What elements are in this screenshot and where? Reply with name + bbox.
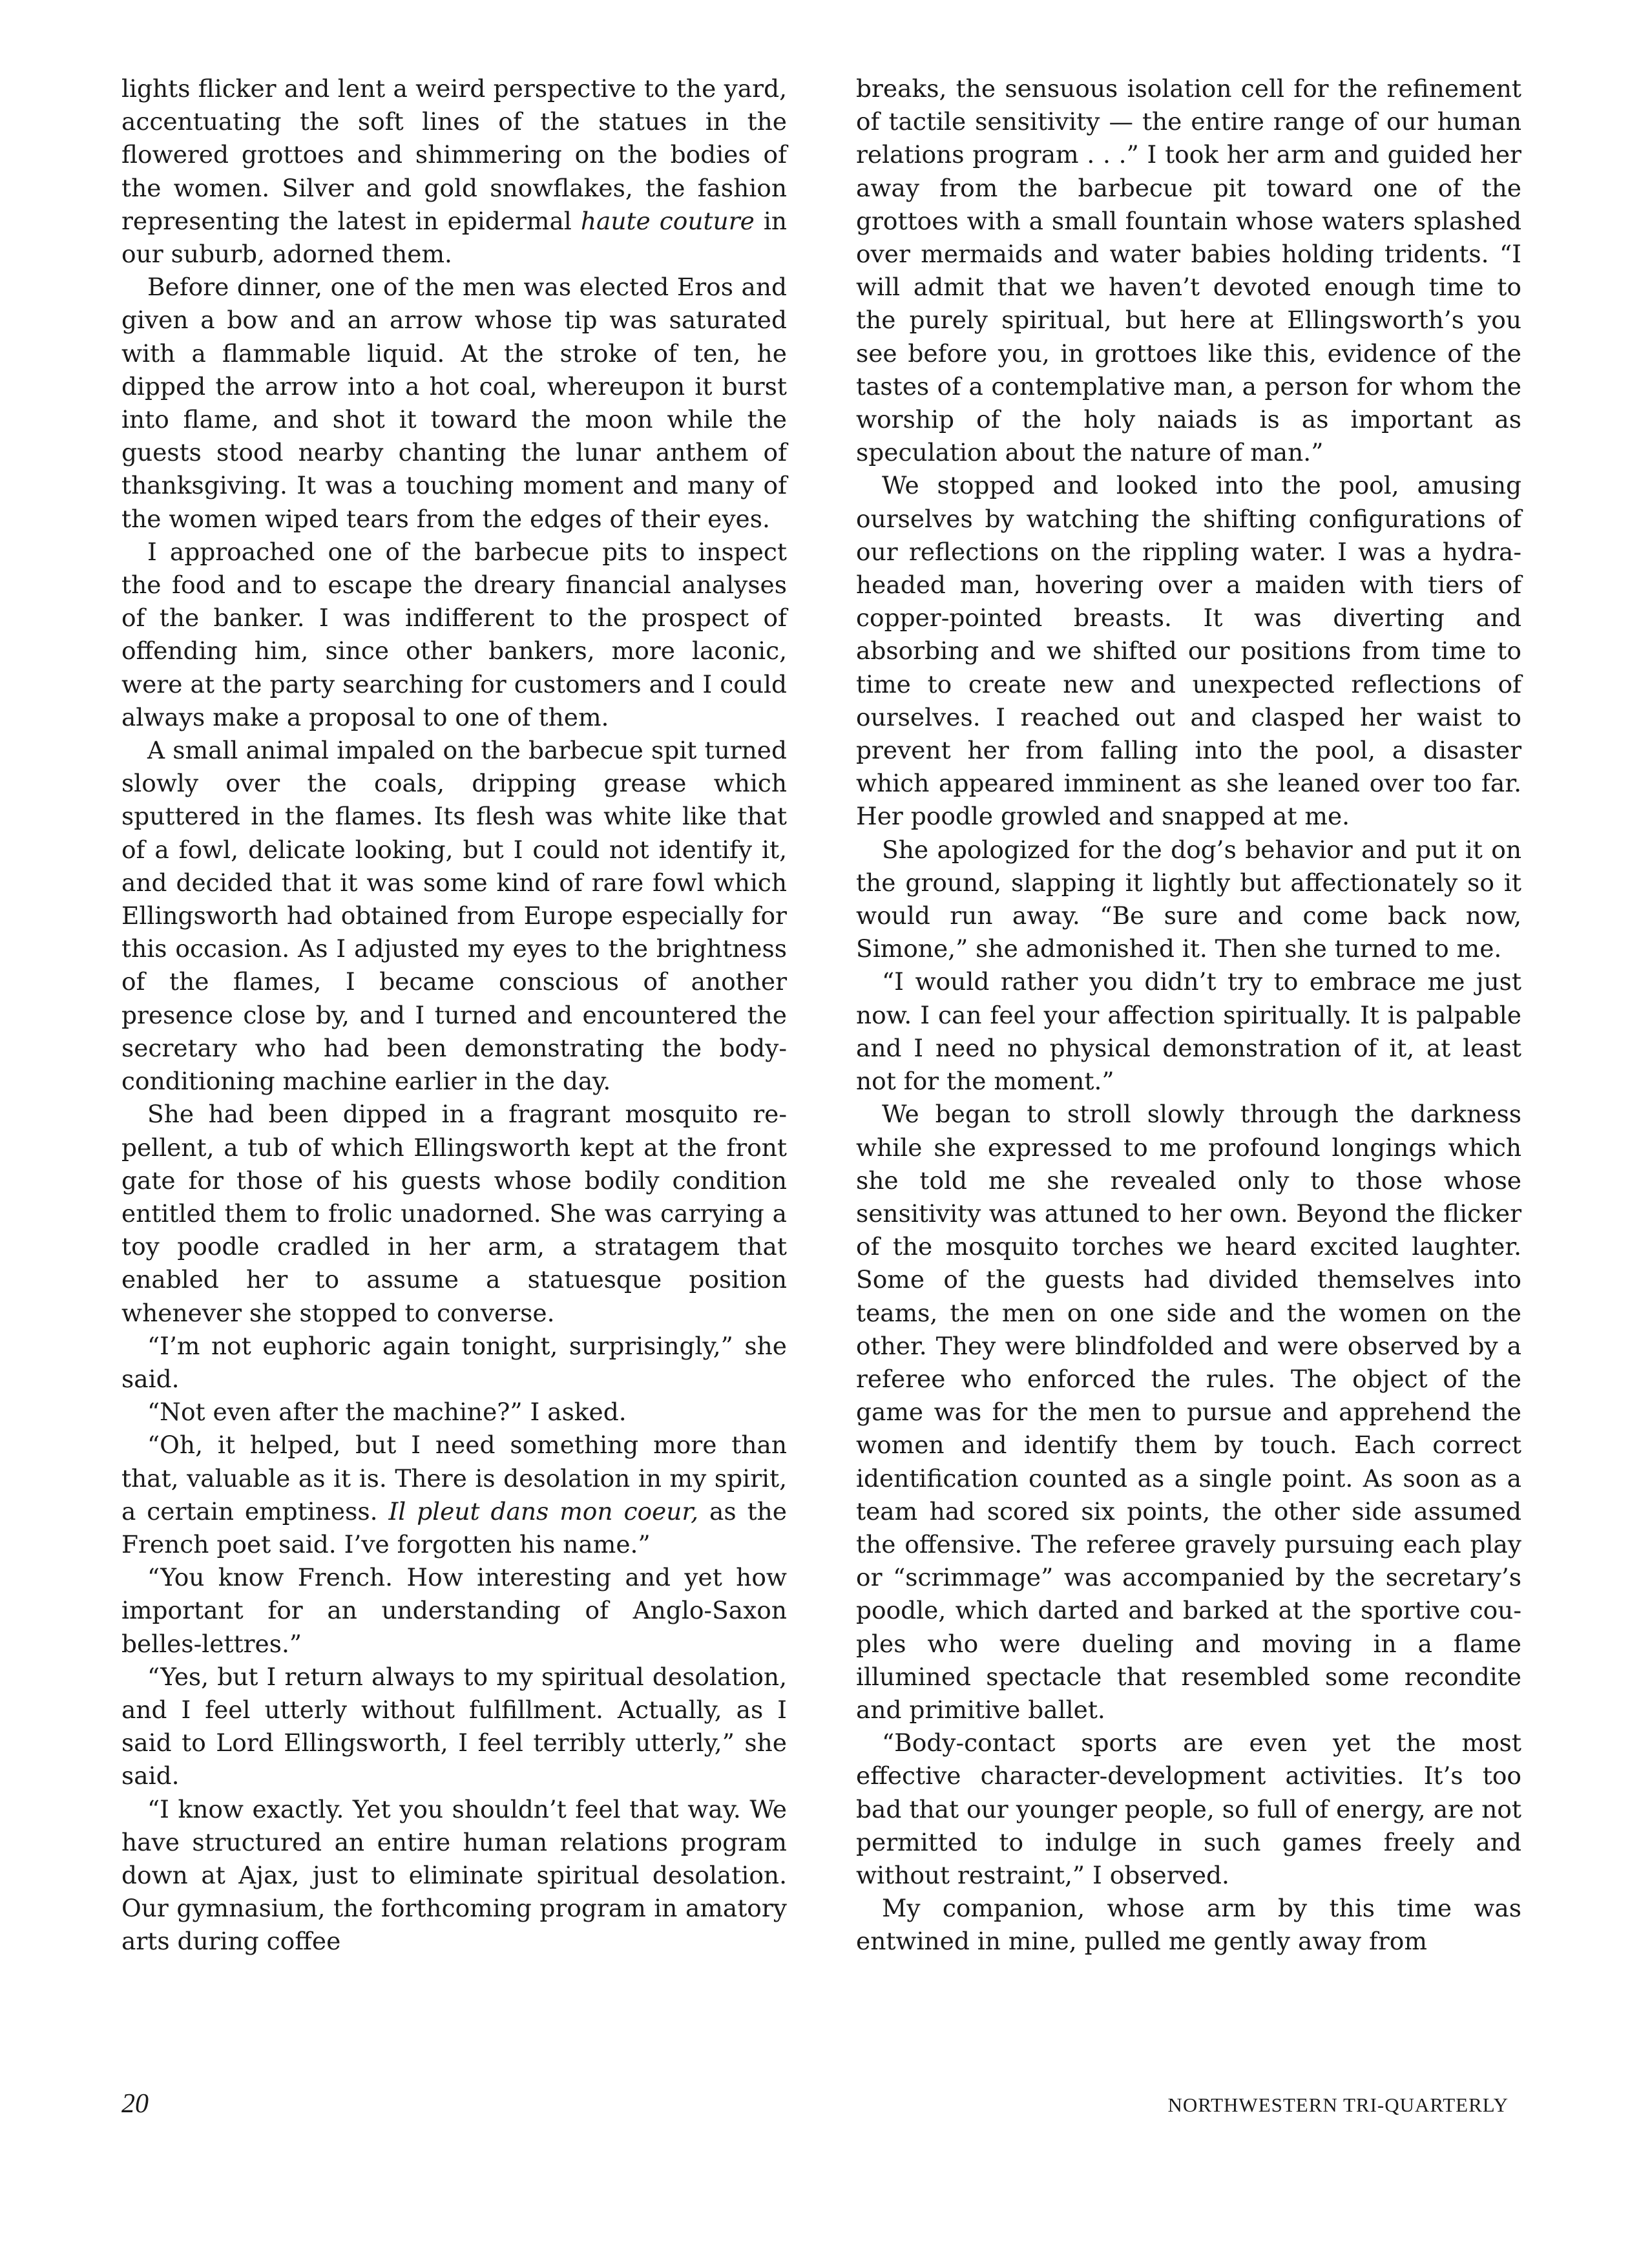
- paragraph-text: lights flicker and lent a weird perspective to the yard, accentuating the soft lines of the statues in the flowered grottoes and shimmering on the bodies of the women. Silver and gold snowflakes, the fashion representing the latest in epidermal: [121, 74, 787, 235]
- paragraph: “I know exactly. Yet you shouldn’t feel that way. We have structured an entire human relations program down at Ajax, just to eliminate spiritual desolation. Our gymnasium, the forthcoming program in amatory arts during coffee: [121, 1794, 787, 1956]
- paragraph: I approached one of the barbecue pits to inspect the food and to escape the dreary financial analyses of the banker. I was indifferent to the prospect of offending him, since other bankers, more laconic, were at the party searching for customers and I could always make a proposal to one of them.: [121, 537, 787, 731]
- paragraph: breaks, the sensuous isolation cell for the refinement of tactile sensitivity — the entire range of our human relations program . . .” I took her arm and guided her away from the barbecue pit toward one of the grottoes with a small fountain whose waters splashed over mermaids and water babies holding tridents. “I will admit that we haven’t devoted enough time to the purely spiritual, but here at Ellingsworth’s you see before you, in grottoes like this, evidence of the tastes of a contemplative man, a person for whom the worship of the holy naiads is as important as speculation about the nature of man.”: [856, 74, 1521, 467]
- left-column: [121, 72, 787, 1958]
- paragraph: We stopped and looked into the pool, amusing ourselves by watching the shifting configurations of our reflections on the rippling water. I was a hydra-headed man, hovering over a maiden with tiers of copper-pointed breasts. It was diverting and absorbing and we shifted our positions from time to time to create new and unexpected reflections of ourselves. I reached out and clasped her waist to prevent her from falling into the pool, a disaster which appeared imminent as she leaned over too far. Her poodle growled and snapped at me.: [856, 471, 1521, 831]
- page-number: 20: [121, 2089, 149, 2119]
- paragraph: “I would rather you didn’t try to embrace me just now. I can feel your affection spiritually. It is palpable and I need no physical demonstration of it, at least not for the moment.”: [856, 967, 1521, 1096]
- paragraph: A small animal impaled on the barbecue spit turned slowly over the coals, dripping grease which sputtered in the flames. Its flesh was white like that of a fowl, delicate looking, but I could not identify it, and decided that it was some kind of rare fowl which Ellingsworth had obtained from Europe especially for this occasion. As I adjusted my eyes to the brightness of the flames, I became conscious of another presence close by, and I turned and encountered the secretary who had been demonstrating the body-conditioning machine earlier in the day.: [121, 736, 787, 1096]
- paragraph-text: in our suburb, adorned them.: [121, 206, 787, 269]
- italic-phrase: haute couture: [580, 206, 755, 235]
- paragraph: “I’m not euphoric again tonight, surprisingly,” she said.: [121, 1331, 787, 1393]
- paragraph: My companion, whose arm by this time was entwined in mine, pulled me gently away from: [856, 1894, 1521, 1956]
- paragraph: “Yes, but I return always to my spiritual desolation, and I feel utterly without fulfillment. Actually, as I said to Lord Ellingsworth, I feel terribly utterly,” she said.: [121, 1662, 787, 1790]
- paragraph-text: as the French poet said. I’ve forgotten his name.”: [121, 1496, 787, 1559]
- paragraph: She had been dipped in a fragrant mosquito repellent, a tub of which Ellingsworth kept at the front gate for those of his guests whose bodily condition entitled them to frolic unadorned. She was carrying a toy poodle cradled in her arm, a stratagem that enabled her to assume a statuesque position whenever she stopped to converse.: [121, 1100, 787, 1327]
- paragraph: “Body-contact sports are even yet the most effective character-development activities. It’s too bad that our younger people, so full of energy, are not permitted to indulge in such games freely and without restraint,” I observed.: [856, 1728, 1521, 1889]
- journal-title: NORTHWESTERN TRI-QUARTERLY: [1167, 2094, 1509, 2116]
- paragraph-text: “Oh, it helped, but I need something more than that, valuable as it is. There is desolation in my spirit, a certain emptiness.: [121, 1431, 787, 1526]
- right-column: [856, 72, 1521, 1958]
- italic-phrase: Il pleut dans mon coeur,: [388, 1496, 699, 1526]
- paragraph: “Not even after the machine?” I asked.: [147, 1398, 627, 1427]
- paragraph: She apologized for the dog’s behavior and put it on the ground, slapping it lightly but affectionately so it would run away. “Be sure and come back now, Simone,” she admonished it. Then she turned to me.: [856, 835, 1521, 963]
- paragraph: We began to stroll slowly through the darkness while she expressed to me profound longings which she told me she revealed only to those whose sensitivity was attuned to her own. Beyond the flicker of the mosquito torches we heard excited laughter. Some of the guests had divided themselves into teams, the men on one side and the women on the other. They were blindfolded and were observed by a referee who enforced the rules. The object of the game was for the men to pursue and apprehend the women and identify them by touch. Each correct identification counted as a single point. As soon as a team had scored six points, the other side assumed the offensive. The referee gravely pursuing each play or “scrimmage” was accompanied by the secretary’s poodle, which darted and barked at the sportive couples who were dueling and moving in a flame illumined spectacle that resembled some recondite and primitive ballet.: [856, 1100, 1521, 1724]
- paragraph: Before dinner, one of the men was elected Eros and given a bow and an arrow whose tip was saturated with a flammable liquid. At the stroke of ten, he dipped the arrow into a hot coal, whereupon it burst into flame, and shot it toward the moon while the guests stood nearby chanting the lunar anthem of thanksgiving. It was a touching moment and many of the women wiped tears from the edges of their eyes.: [121, 273, 787, 533]
- paragraph: “You know French. How interesting and yet how important for an understanding of Anglo-Saxon belles-lettres.”: [121, 1563, 787, 1658]
- paragraph: [121, 72, 787, 271]
- paragraph: [121, 1429, 787, 1561]
